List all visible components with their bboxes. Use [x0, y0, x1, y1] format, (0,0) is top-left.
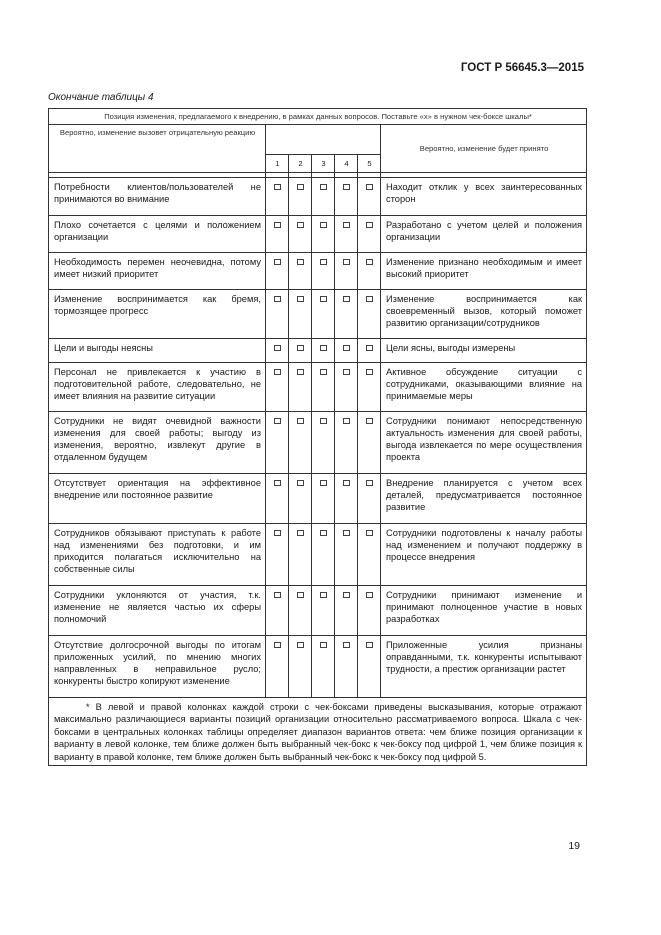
scale-cell — [266, 474, 289, 524]
scale-checkbox[interactable] — [297, 642, 304, 648]
scale-cell — [266, 253, 289, 290]
scale-cell — [312, 524, 335, 586]
scale-checkbox[interactable] — [274, 592, 281, 598]
negative-statement: Необходимость перемен неочевидна, потому имеет низкий приоритет — [49, 253, 266, 290]
scale-cell — [289, 216, 312, 253]
scale-cell — [358, 363, 381, 412]
scale-number: 2 — [289, 155, 312, 173]
scale-cell — [312, 216, 335, 253]
scale-cell — [266, 586, 289, 636]
scale-checkbox[interactable] — [320, 184, 327, 190]
table-row — [49, 586, 587, 636]
table-row — [49, 178, 587, 216]
table-row — [49, 636, 587, 698]
positive-statement: Находит отклик у всех заинтересованных сторон — [381, 178, 587, 216]
scale-checkbox[interactable] — [366, 418, 373, 424]
scale-number: 3 — [312, 155, 335, 173]
scale-cell — [358, 636, 381, 698]
scale-checkbox[interactable] — [343, 480, 350, 486]
table-row — [49, 363, 587, 412]
scale-checkbox[interactable] — [343, 296, 350, 302]
positive-statement: Цели ясны, выгоды измерены — [381, 339, 587, 363]
page-number: 19 — [568, 840, 580, 852]
scale-checkbox[interactable] — [343, 345, 350, 351]
scale-cell — [312, 636, 335, 698]
scale-checkbox[interactable] — [297, 418, 304, 424]
scale-number: 5 — [358, 155, 381, 173]
scale-cell — [266, 178, 289, 216]
scale-cell — [335, 290, 358, 339]
positive-statement: Сотрудники принимают изменение и принимают полноценное участие в новых разработках — [381, 586, 587, 636]
scale-cell — [335, 339, 358, 363]
scale-checkbox[interactable] — [297, 222, 304, 228]
scale-cell — [266, 339, 289, 363]
scale-cell — [358, 178, 381, 216]
positive-statement: Изменение признано необходимым и имеет высокий приоритет — [381, 253, 587, 290]
scale-checkbox[interactable] — [366, 259, 373, 265]
scale-cell — [289, 586, 312, 636]
scale-cell — [289, 339, 312, 363]
scale-checkbox[interactable] — [297, 480, 304, 486]
scale-cell — [266, 363, 289, 412]
negative-statement: Сотрудников обязывают приступать к работе над изменениями без подготовки, и им приходится полагаться исключительно на собственные силы — [49, 524, 266, 586]
scale-checkbox[interactable] — [297, 345, 304, 351]
scale-cell — [289, 290, 312, 339]
table-title: Позиция изменения, предлагаемого к внедрению, в рамках данных вопросов. Поставьте «x» в нужном чек-боксе шкалы* — [49, 109, 587, 125]
table-row — [49, 339, 587, 363]
scale-cell — [289, 363, 312, 412]
scale-checkbox[interactable] — [297, 369, 304, 375]
scale-cell — [312, 412, 335, 474]
positive-statement: Сотрудники понимают непосредственную актуальность изменения для своей работы, выгода извлекается по мере осуществления проекта — [381, 412, 587, 474]
positive-statement: Сотрудники подготовлены к началу работы над изменением и получают поддержку в процессе внедрения — [381, 524, 587, 586]
scale-cell — [312, 290, 335, 339]
table-row — [49, 474, 587, 524]
scale-cell — [358, 290, 381, 339]
scale-checkbox[interactable] — [320, 480, 327, 486]
scale-checkbox[interactable] — [366, 592, 373, 598]
scale-cell — [358, 586, 381, 636]
scale-cell — [335, 363, 358, 412]
left-column-header: Вероятно, изменение вызовет отрицательную реакцию — [49, 125, 266, 173]
scale-cell — [312, 586, 335, 636]
scale-checkbox[interactable] — [320, 345, 327, 351]
table-row — [49, 524, 587, 586]
scale-checkbox[interactable] — [343, 592, 350, 598]
negative-statement: Персонал не привлекается к участию в подготовительной работе, следовательно, не имеет влияния на развитие ситуации — [49, 363, 266, 412]
scale-checkbox[interactable] — [366, 296, 373, 302]
scale-cell — [335, 253, 358, 290]
scale-cell — [312, 339, 335, 363]
table-row — [49, 253, 587, 290]
scale-checkbox[interactable] — [343, 222, 350, 228]
scale-cell — [312, 178, 335, 216]
scale-checkbox[interactable] — [274, 530, 281, 536]
scale-cell — [312, 363, 335, 412]
scale-cell — [289, 474, 312, 524]
scale-number: 4 — [335, 155, 358, 173]
scale-checkbox[interactable] — [274, 259, 281, 265]
scale-checkbox[interactable] — [343, 184, 350, 190]
scale-checkbox[interactable] — [320, 296, 327, 302]
scale-cell — [266, 290, 289, 339]
scale-cell — [312, 474, 335, 524]
scale-number: 1 — [266, 155, 289, 173]
scale-checkbox[interactable] — [366, 369, 373, 375]
scale-checkbox[interactable] — [320, 592, 327, 598]
assessment-table — [48, 108, 587, 766]
positive-statement: Активное обсуждение ситуации с сотрудниками, оказывающими влияние на принимаемые меры — [381, 363, 587, 412]
table-row — [49, 290, 587, 339]
scale-cell — [266, 412, 289, 474]
table-row — [49, 216, 587, 253]
scale-checkbox[interactable] — [297, 296, 304, 302]
scale-checkbox[interactable] — [297, 530, 304, 536]
scale-cell — [266, 524, 289, 586]
scale-checkbox[interactable] — [366, 530, 373, 536]
scale-checkbox[interactable] — [274, 480, 281, 486]
scale-checkbox[interactable] — [274, 642, 281, 648]
scale-checkbox[interactable] — [320, 259, 327, 265]
negative-statement: Отсутствие долгосрочной выгоды по итогам приложенных усилий, по мнению многих направленных в неправильное русло; конкуренты быстро копируют изменение — [49, 636, 266, 698]
scale-header-blank — [266, 125, 381, 155]
scale-checkbox[interactable] — [343, 259, 350, 265]
scale-checkbox[interactable] — [274, 369, 281, 375]
negative-statement: Отсутствует ориентация на эффективное внедрение или постоянное развитие — [49, 474, 266, 524]
right-column-header: Вероятно, изменение будет принято — [381, 125, 587, 173]
table-caption: Окончание таблицы 4 — [48, 92, 154, 103]
scale-checkbox[interactable] — [274, 345, 281, 351]
scale-cell — [335, 524, 358, 586]
scale-checkbox[interactable] — [366, 222, 373, 228]
scale-checkbox[interactable] — [366, 345, 373, 351]
negative-statement: Потребности клиентов/пользователей не принимаются во внимание — [49, 178, 266, 216]
scale-cell — [335, 216, 358, 253]
scale-cell — [266, 636, 289, 698]
scale-checkbox[interactable] — [343, 530, 350, 536]
scale-cell — [289, 412, 312, 474]
scale-cell — [335, 178, 358, 216]
scale-cell — [358, 412, 381, 474]
scale-checkbox[interactable] — [297, 184, 304, 190]
table-footnote: * В левой и правой колонках каждой строки с чек-боксами приведены высказывания, которые отражают максимально различающиеся варианты позиций организации относительно рассматриваемого вопроса. Шкала с чек-боксами в центральных колонках таблицы определяет диапазон вариантов ответа: чем ближе позиция организации к варианту в левой колонке, тем ближе должен быть выбранный чек-бокс к чек-боксу под цифрой 1, чем ближе позиция к варианту в правой колонке, тем ближе должен быть выбранный чек-бокс к чек-боксу под цифрой 5. — [49, 698, 587, 766]
positive-statement: Внедрение планируется с учетом всех деталей, предусматривается постоянное развитие — [381, 474, 587, 524]
scale-checkbox[interactable] — [320, 222, 327, 228]
scale-cell — [289, 524, 312, 586]
positive-statement: Разработано с учетом целей и положения организации — [381, 216, 587, 253]
scale-checkbox[interactable] — [320, 369, 327, 375]
scale-checkbox[interactable] — [320, 418, 327, 424]
scale-checkbox[interactable] — [366, 642, 373, 648]
scale-cell — [358, 253, 381, 290]
scale-checkbox[interactable] — [343, 369, 350, 375]
scale-cell — [289, 636, 312, 698]
negative-statement: Изменение воспринимается как бремя, тормозящее прогресс — [49, 290, 266, 339]
scale-checkbox[interactable] — [274, 184, 281, 190]
table-row — [49, 412, 587, 474]
positive-statement: Изменение воспринимается как своевременный вызов, который поможет развитию организации/сотрудников — [381, 290, 587, 339]
scale-checkbox[interactable] — [343, 418, 350, 424]
scale-checkbox[interactable] — [274, 222, 281, 228]
scale-checkbox[interactable] — [297, 592, 304, 598]
scale-cell — [289, 178, 312, 216]
scale-cell — [358, 339, 381, 363]
scale-cell — [312, 253, 335, 290]
scale-cell — [335, 636, 358, 698]
scale-cell — [358, 474, 381, 524]
negative-statement: Сотрудники не видят очевидной важности изменения для своей работы; выгоду из изменения, вероятно, извлекут другие в отдаленном будущем — [49, 412, 266, 474]
scale-cell — [335, 474, 358, 524]
scale-checkbox[interactable] — [274, 296, 281, 302]
scale-cell — [358, 216, 381, 253]
negative-statement: Плохо сочетается с целями и положением организации — [49, 216, 266, 253]
scale-cell — [266, 216, 289, 253]
scale-checkbox[interactable] — [320, 642, 327, 648]
negative-statement: Сотрудники уклоняются от участия, т.к. изменение не является частью их сферы полномочий — [49, 586, 266, 636]
scale-checkbox[interactable] — [343, 642, 350, 648]
scale-checkbox[interactable] — [366, 480, 373, 486]
scale-cell — [358, 524, 381, 586]
scale-cell — [289, 253, 312, 290]
scale-cell — [335, 586, 358, 636]
document-code: ГОСТ Р 56645.3—2015 — [460, 62, 584, 74]
negative-statement: Цели и выгоды неясны — [49, 339, 266, 363]
scale-checkbox[interactable] — [297, 259, 304, 265]
scale-checkbox[interactable] — [366, 184, 373, 190]
scale-checkbox[interactable] — [320, 530, 327, 536]
scale-cell — [335, 412, 358, 474]
positive-statement: Приложенные усилия признаны оправданными, т.к. конкуренты испытывают трудности, а престиж организации растет — [381, 636, 587, 698]
scale-checkbox[interactable] — [274, 418, 281, 424]
